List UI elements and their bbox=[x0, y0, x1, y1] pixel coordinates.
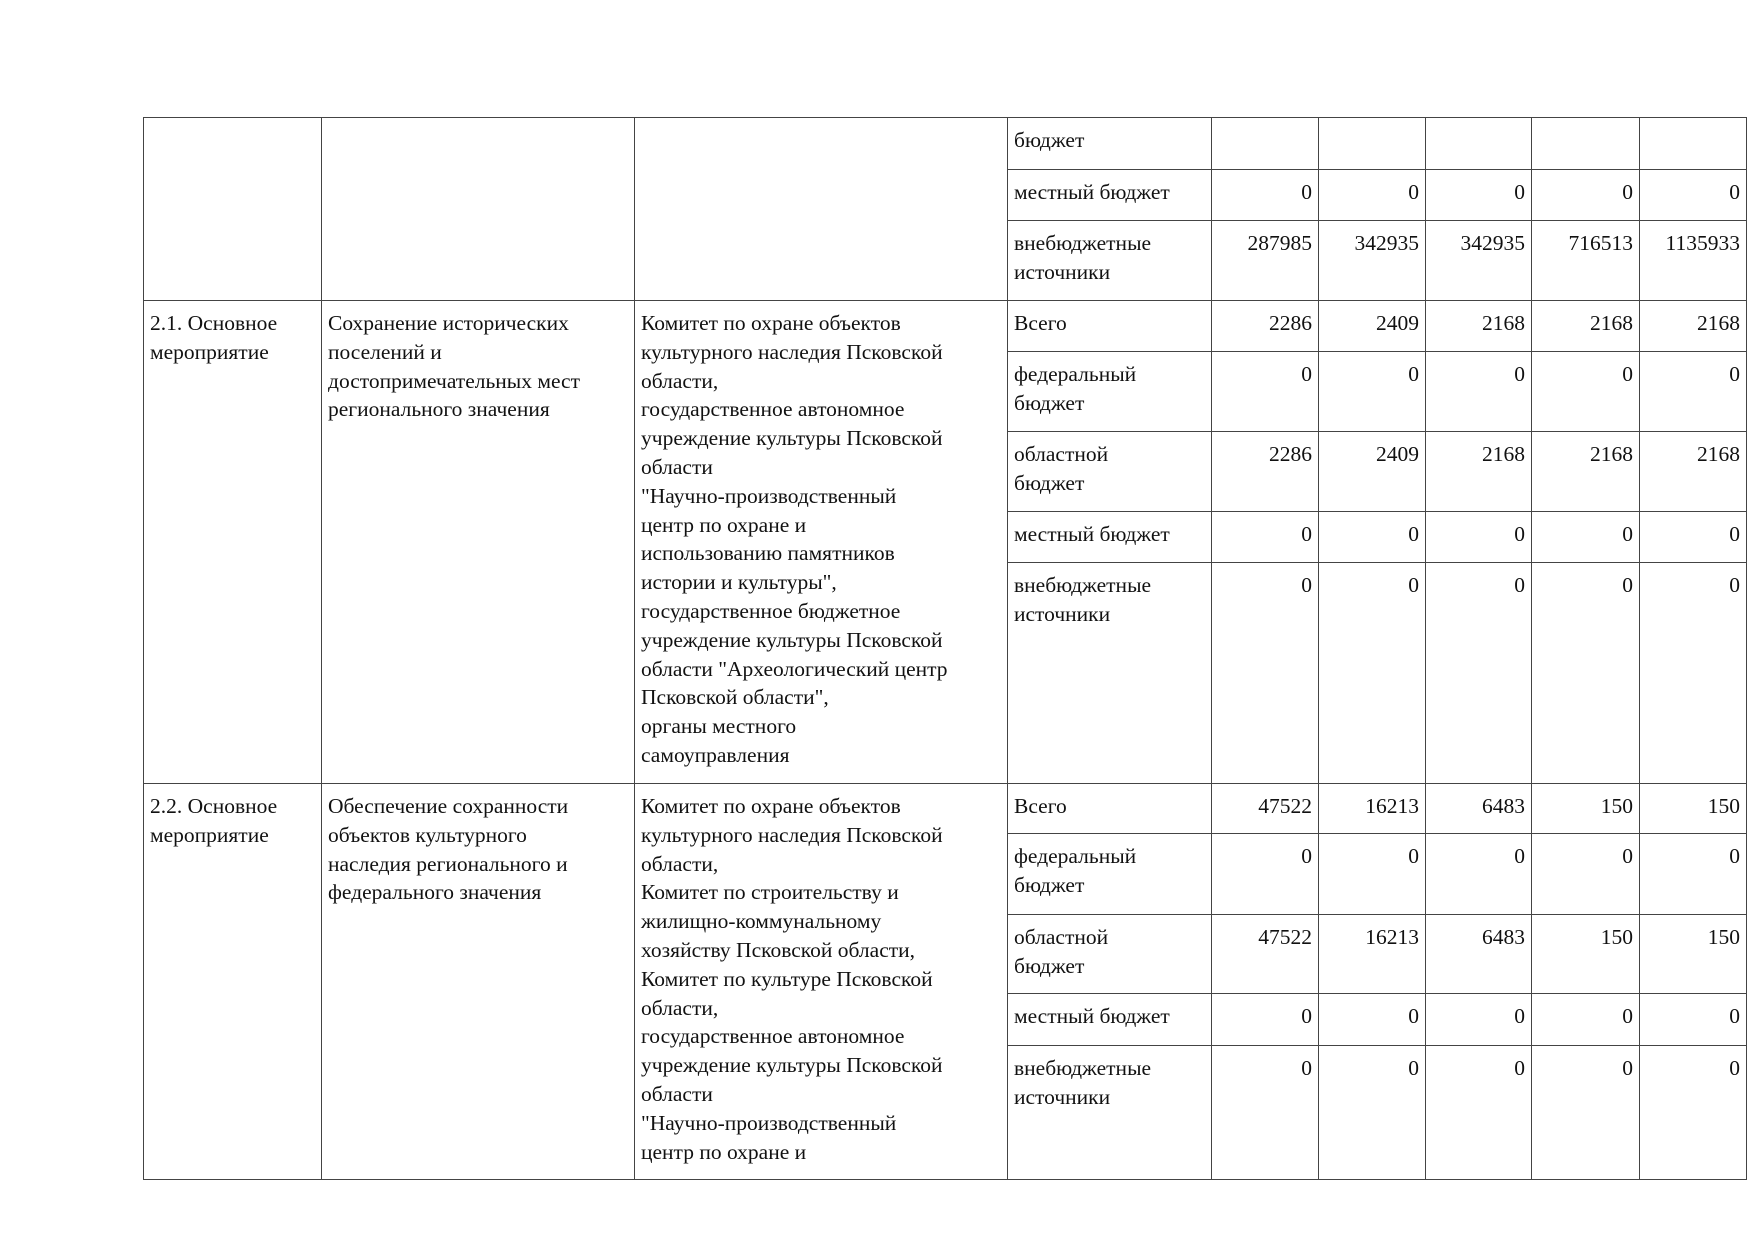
value-cell: 2168 bbox=[1532, 432, 1640, 512]
value-cell: 0 bbox=[1426, 563, 1532, 784]
table-row bbox=[144, 784, 1747, 834]
value-cell: 0 bbox=[1212, 994, 1319, 1046]
funding-source-cell: областной бюджет bbox=[1008, 915, 1212, 994]
funding-table-body bbox=[144, 118, 1747, 1180]
value-cell: 150 bbox=[1532, 915, 1640, 994]
funding-source-cell: внебюджетные источники bbox=[1008, 1046, 1212, 1180]
value-cell: 2168 bbox=[1640, 432, 1747, 512]
executors-cell bbox=[635, 118, 1008, 301]
value-cell: 2168 bbox=[1426, 301, 1532, 352]
value-cell: 0 bbox=[1319, 170, 1426, 221]
value-cell: 0 bbox=[1532, 170, 1640, 221]
value-cell: 287985 bbox=[1212, 221, 1319, 301]
value-cell bbox=[1319, 118, 1426, 170]
value-cell: 0 bbox=[1640, 1046, 1747, 1180]
value-cell: 0 bbox=[1532, 834, 1640, 915]
value-cell: 0 bbox=[1426, 994, 1532, 1046]
value-cell: 0 bbox=[1532, 512, 1640, 563]
value-cell: 0 bbox=[1532, 994, 1640, 1046]
value-cell: 0 bbox=[1212, 512, 1319, 563]
executors-cell: Комитет по охране объектов культурного наследия Псковской области, Комитет по строительству и жилищно-коммунальному хозяйству Псковской области, Комитет по культуре Псковской области, государственное автономное учреждение культуры Псковской области "Научно-производственный центр по охране и bbox=[635, 784, 1008, 1180]
value-cell: 150 bbox=[1640, 784, 1747, 834]
value-cell: 1135933 bbox=[1640, 221, 1747, 301]
value-cell: 16213 bbox=[1319, 784, 1426, 834]
value-cell: 0 bbox=[1319, 834, 1426, 915]
funding-source-cell: местный бюджет bbox=[1008, 170, 1212, 221]
funding-table bbox=[143, 117, 1747, 1180]
funding-source-cell: местный бюджет bbox=[1008, 994, 1212, 1046]
value-cell: 0 bbox=[1426, 352, 1532, 432]
value-cell: 2168 bbox=[1426, 432, 1532, 512]
funding-source-cell: местный бюджет bbox=[1008, 512, 1212, 563]
value-cell: 342935 bbox=[1319, 221, 1426, 301]
value-cell: 0 bbox=[1426, 1046, 1532, 1180]
value-cell: 2168 bbox=[1532, 301, 1640, 352]
value-cell: 342935 bbox=[1426, 221, 1532, 301]
activity-name-cell: Обеспечение сохранности объектов культурного наследия регионального и федерального значения bbox=[322, 784, 635, 1180]
funding-source-cell: Всего bbox=[1008, 784, 1212, 834]
value-cell: 0 bbox=[1532, 563, 1640, 784]
value-cell bbox=[1532, 118, 1640, 170]
value-cell bbox=[1212, 118, 1319, 170]
value-cell: 0 bbox=[1640, 512, 1747, 563]
value-cell: 0 bbox=[1212, 1046, 1319, 1180]
value-cell: 2409 bbox=[1319, 301, 1426, 352]
value-cell: 0 bbox=[1640, 352, 1747, 432]
funding-source-cell: внебюджетные источники bbox=[1008, 563, 1212, 784]
activity-number-cell: 2.2. Основное мероприятие bbox=[144, 784, 322, 1180]
number-cell bbox=[144, 118, 322, 301]
funding-source-cell: внебюджетные источники bbox=[1008, 221, 1212, 301]
table-row bbox=[144, 118, 1747, 170]
value-cell: 6483 bbox=[1426, 784, 1532, 834]
value-cell: 0 bbox=[1426, 834, 1532, 915]
value-cell: 0 bbox=[1640, 170, 1747, 221]
funding-source-cell: федеральный бюджет bbox=[1008, 834, 1212, 915]
value-cell: 0 bbox=[1426, 512, 1532, 563]
value-cell: 47522 bbox=[1212, 784, 1319, 834]
executors-cell: Комитет по охране объектов культурного наследия Псковской области, государственное автономное учреждение культуры Псковской области "Научно-производственный центр по охране и использованию памятников истории и культуры", государственное бюджетное учреждение культуры Псковской области "Археологический центр Псковской области", органы местного самоуправления bbox=[635, 301, 1008, 784]
activity-number-cell: 2.1. Основное мероприятие bbox=[144, 301, 322, 784]
value-cell: 0 bbox=[1319, 352, 1426, 432]
value-cell: 150 bbox=[1532, 784, 1640, 834]
value-cell: 2286 bbox=[1212, 301, 1319, 352]
value-cell: 0 bbox=[1640, 994, 1747, 1046]
funding-source-cell: Всего bbox=[1008, 301, 1212, 352]
value-cell: 0 bbox=[1212, 834, 1319, 915]
value-cell: 0 bbox=[1212, 563, 1319, 784]
value-cell: 2286 bbox=[1212, 432, 1319, 512]
value-cell: 716513 bbox=[1532, 221, 1640, 301]
value-cell: 0 bbox=[1212, 170, 1319, 221]
value-cell: 2168 bbox=[1640, 301, 1747, 352]
value-cell: 0 bbox=[1319, 512, 1426, 563]
value-cell: 6483 bbox=[1426, 915, 1532, 994]
value-cell: 0 bbox=[1532, 1046, 1640, 1180]
value-cell: 0 bbox=[1426, 170, 1532, 221]
value-cell bbox=[1640, 118, 1747, 170]
value-cell: 2409 bbox=[1319, 432, 1426, 512]
value-cell: 16213 bbox=[1319, 915, 1426, 994]
next-column-border bbox=[1746, 117, 1754, 1179]
funding-source-cell: бюджет bbox=[1008, 118, 1212, 170]
value-cell: 0 bbox=[1319, 563, 1426, 784]
value-cell: 150 bbox=[1640, 915, 1747, 994]
table-row bbox=[144, 301, 1747, 352]
value-cell bbox=[1426, 118, 1532, 170]
value-cell: 0 bbox=[1640, 563, 1747, 784]
name-cell bbox=[322, 118, 635, 301]
value-cell: 47522 bbox=[1212, 915, 1319, 994]
activity-name-cell: Сохранение исторических поселений и достопримечательных мест регионального значения bbox=[322, 301, 635, 784]
funding-source-cell: областной бюджет bbox=[1008, 432, 1212, 512]
value-cell: 0 bbox=[1640, 834, 1747, 915]
value-cell: 0 bbox=[1319, 994, 1426, 1046]
value-cell: 0 bbox=[1532, 352, 1640, 432]
funding-source-cell: федеральный бюджет bbox=[1008, 352, 1212, 432]
value-cell: 0 bbox=[1319, 1046, 1426, 1180]
value-cell: 0 bbox=[1212, 352, 1319, 432]
